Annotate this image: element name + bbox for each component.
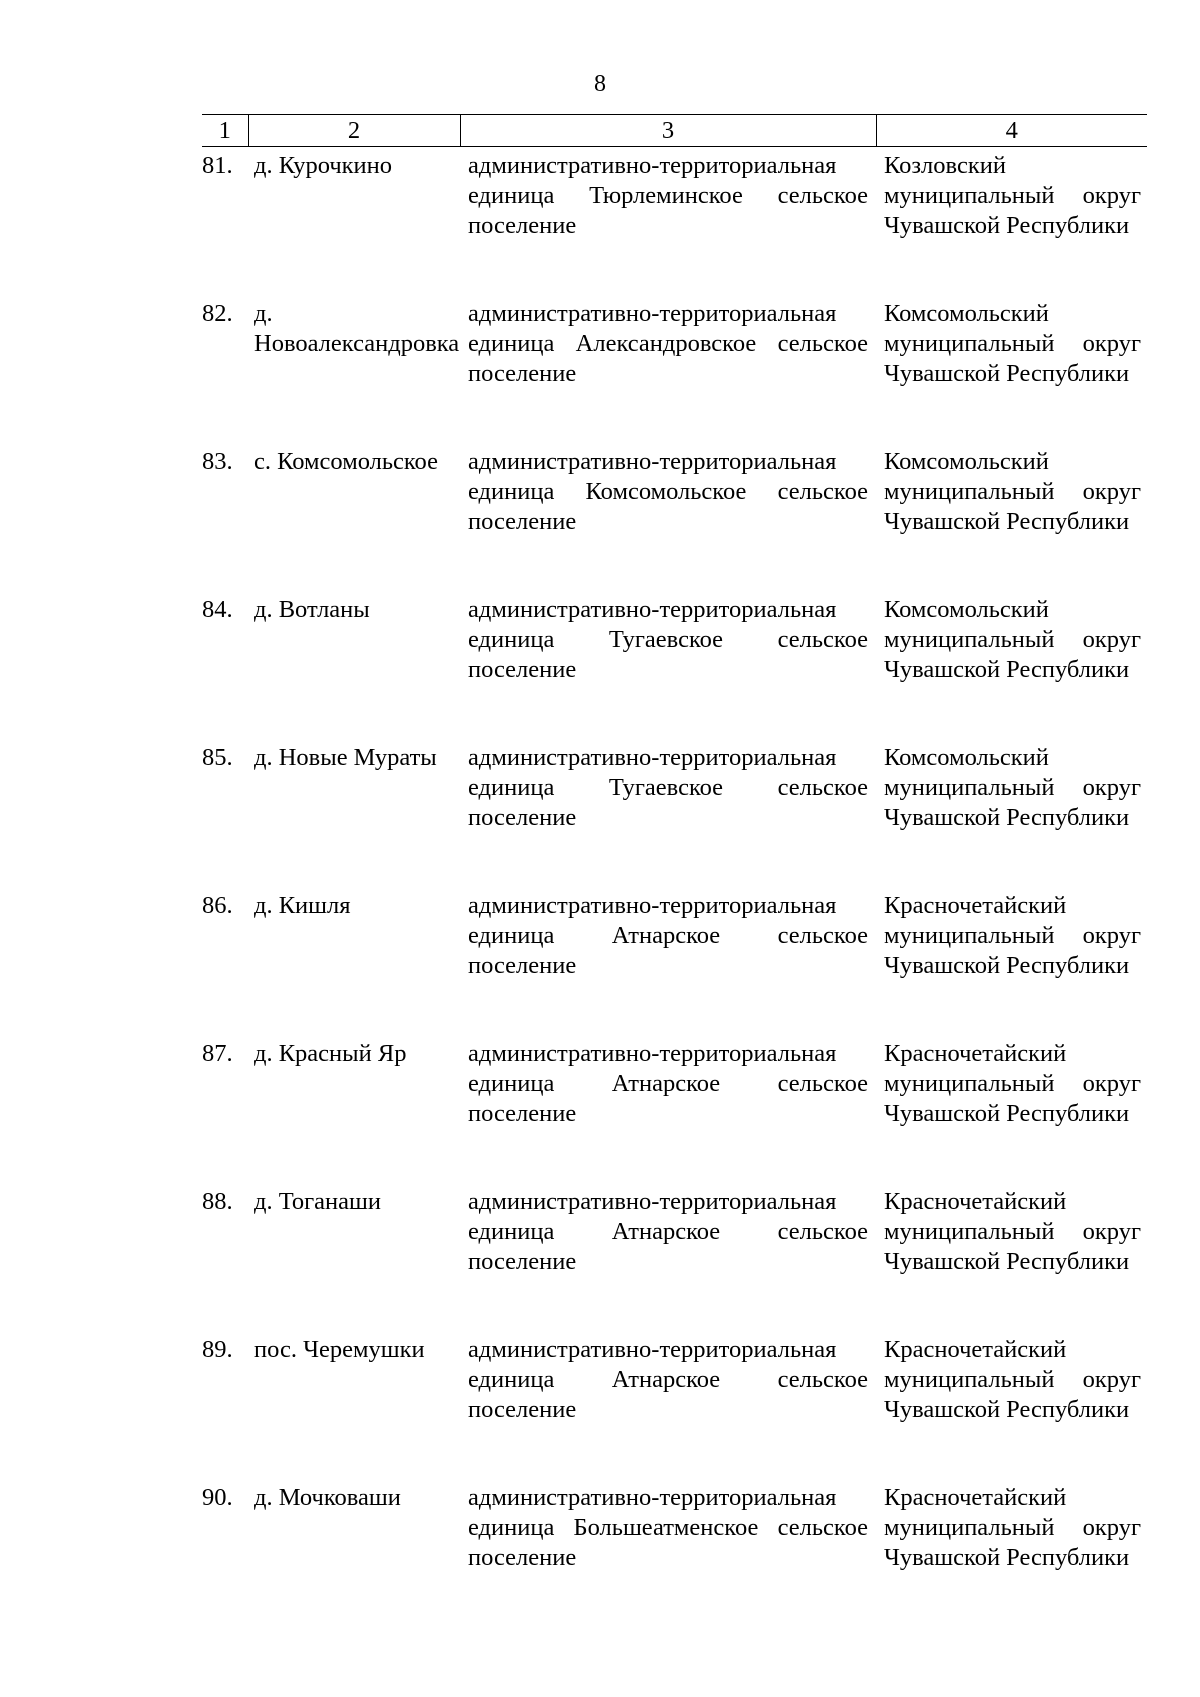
municipal-district: Красночетайский муниципальный округ Чувашской Республики <box>884 1039 1141 1127</box>
territorial-unit: административно-территориальная единица Александровское сельское поселение <box>468 299 868 387</box>
municipal-district: Комсомольский муниципальный округ Чувашской Республики <box>884 447 1141 535</box>
territorial-unit: административно-территориальная единица Комсомольское сельское поселение <box>468 447 868 535</box>
row-number: 82. <box>202 299 233 327</box>
settlement-name: д. Мочковаши <box>254 1483 401 1511</box>
territorial-unit: административно-территориальная единица Атнарское сельское поселение <box>468 1187 868 1275</box>
row-number: 83. <box>202 447 233 475</box>
municipal-district: Красночетайский муниципальный округ Чувашской Республики <box>884 891 1141 979</box>
municipal-district: Комсомольский муниципальный округ Чувашской Республики <box>884 595 1141 683</box>
municipal-district: Красночетайский муниципальный округ Чувашской Республики <box>884 1335 1141 1423</box>
row-number: 87. <box>202 1039 233 1067</box>
row-number: 84. <box>202 595 233 623</box>
municipal-district: Красночетайский муниципальный округ Чувашской Республики <box>884 1187 1141 1275</box>
table-row <box>202 1479 1147 1627</box>
table-row <box>202 443 1147 591</box>
table-row <box>202 147 1147 295</box>
settlement-name: с. Комсомольское <box>254 447 438 475</box>
settlements-table <box>202 114 1147 1627</box>
table-row <box>202 1183 1147 1331</box>
table-row <box>202 1035 1147 1183</box>
settlement-name: д. Тоганаши <box>254 1187 381 1215</box>
municipal-district: Комсомольский муниципальный округ Чувашской Республики <box>884 743 1141 831</box>
table-row <box>202 1331 1147 1479</box>
table-row <box>202 739 1147 887</box>
territorial-unit: административно-территориальная единица Атнарское сельское поселение <box>468 1039 868 1127</box>
table-row <box>202 591 1147 739</box>
settlement-name: д. Кишля <box>254 891 351 919</box>
settlement-name: д. Новые Мураты <box>254 743 437 771</box>
page-number: 8 <box>594 71 606 97</box>
settlement-name: д. Курочкино <box>254 152 393 179</box>
column-header-number: 1 <box>202 115 248 147</box>
municipal-district: Козловский муниципальный округ Чувашской Республики <box>884 152 1141 239</box>
table-header-row <box>202 115 1147 147</box>
table-row <box>202 295 1147 443</box>
row-number: 90. <box>202 1483 233 1511</box>
row-number: 81. <box>202 152 233 179</box>
row-number: 88. <box>202 1187 233 1215</box>
column-header-municipal-district: 4 <box>876 115 1147 147</box>
municipal-district: Красночетайский муниципальный округ Чувашской Республики <box>884 1483 1141 1571</box>
table-row <box>202 887 1147 1035</box>
territorial-unit: административно-территориальная единица Атнарское сельское поселение <box>468 1335 868 1423</box>
municipal-district: Комсомольский муниципальный округ Чувашской Республики <box>884 299 1141 387</box>
territorial-unit: административно-территориальная единица Тюрлеминское сельское поселение <box>468 152 868 239</box>
row-number: 89. <box>202 1335 233 1363</box>
territorial-unit: административно-территориальная единица Атнарское сельское поселение <box>468 891 868 979</box>
row-number: 86. <box>202 891 233 919</box>
settlement-name: д. Новоалександровка <box>254 299 460 357</box>
row-number: 85. <box>202 743 233 771</box>
territorial-unit: административно-территориальная единица Тугаевское сельское поселение <box>468 743 868 831</box>
column-header-territorial-unit: 3 <box>460 115 876 147</box>
settlement-name: пос. Черемушки <box>254 1335 425 1363</box>
settlement-name: д. Вотланы <box>254 595 370 623</box>
column-header-settlement: 2 <box>248 115 460 147</box>
territorial-unit: административно-территориальная единица Тугаевское сельское поселение <box>468 595 868 683</box>
settlement-name: д. Красный Яр <box>254 1039 407 1067</box>
territorial-unit: административно-территориальная единица Большеатменское сельское поселение <box>468 1483 868 1571</box>
